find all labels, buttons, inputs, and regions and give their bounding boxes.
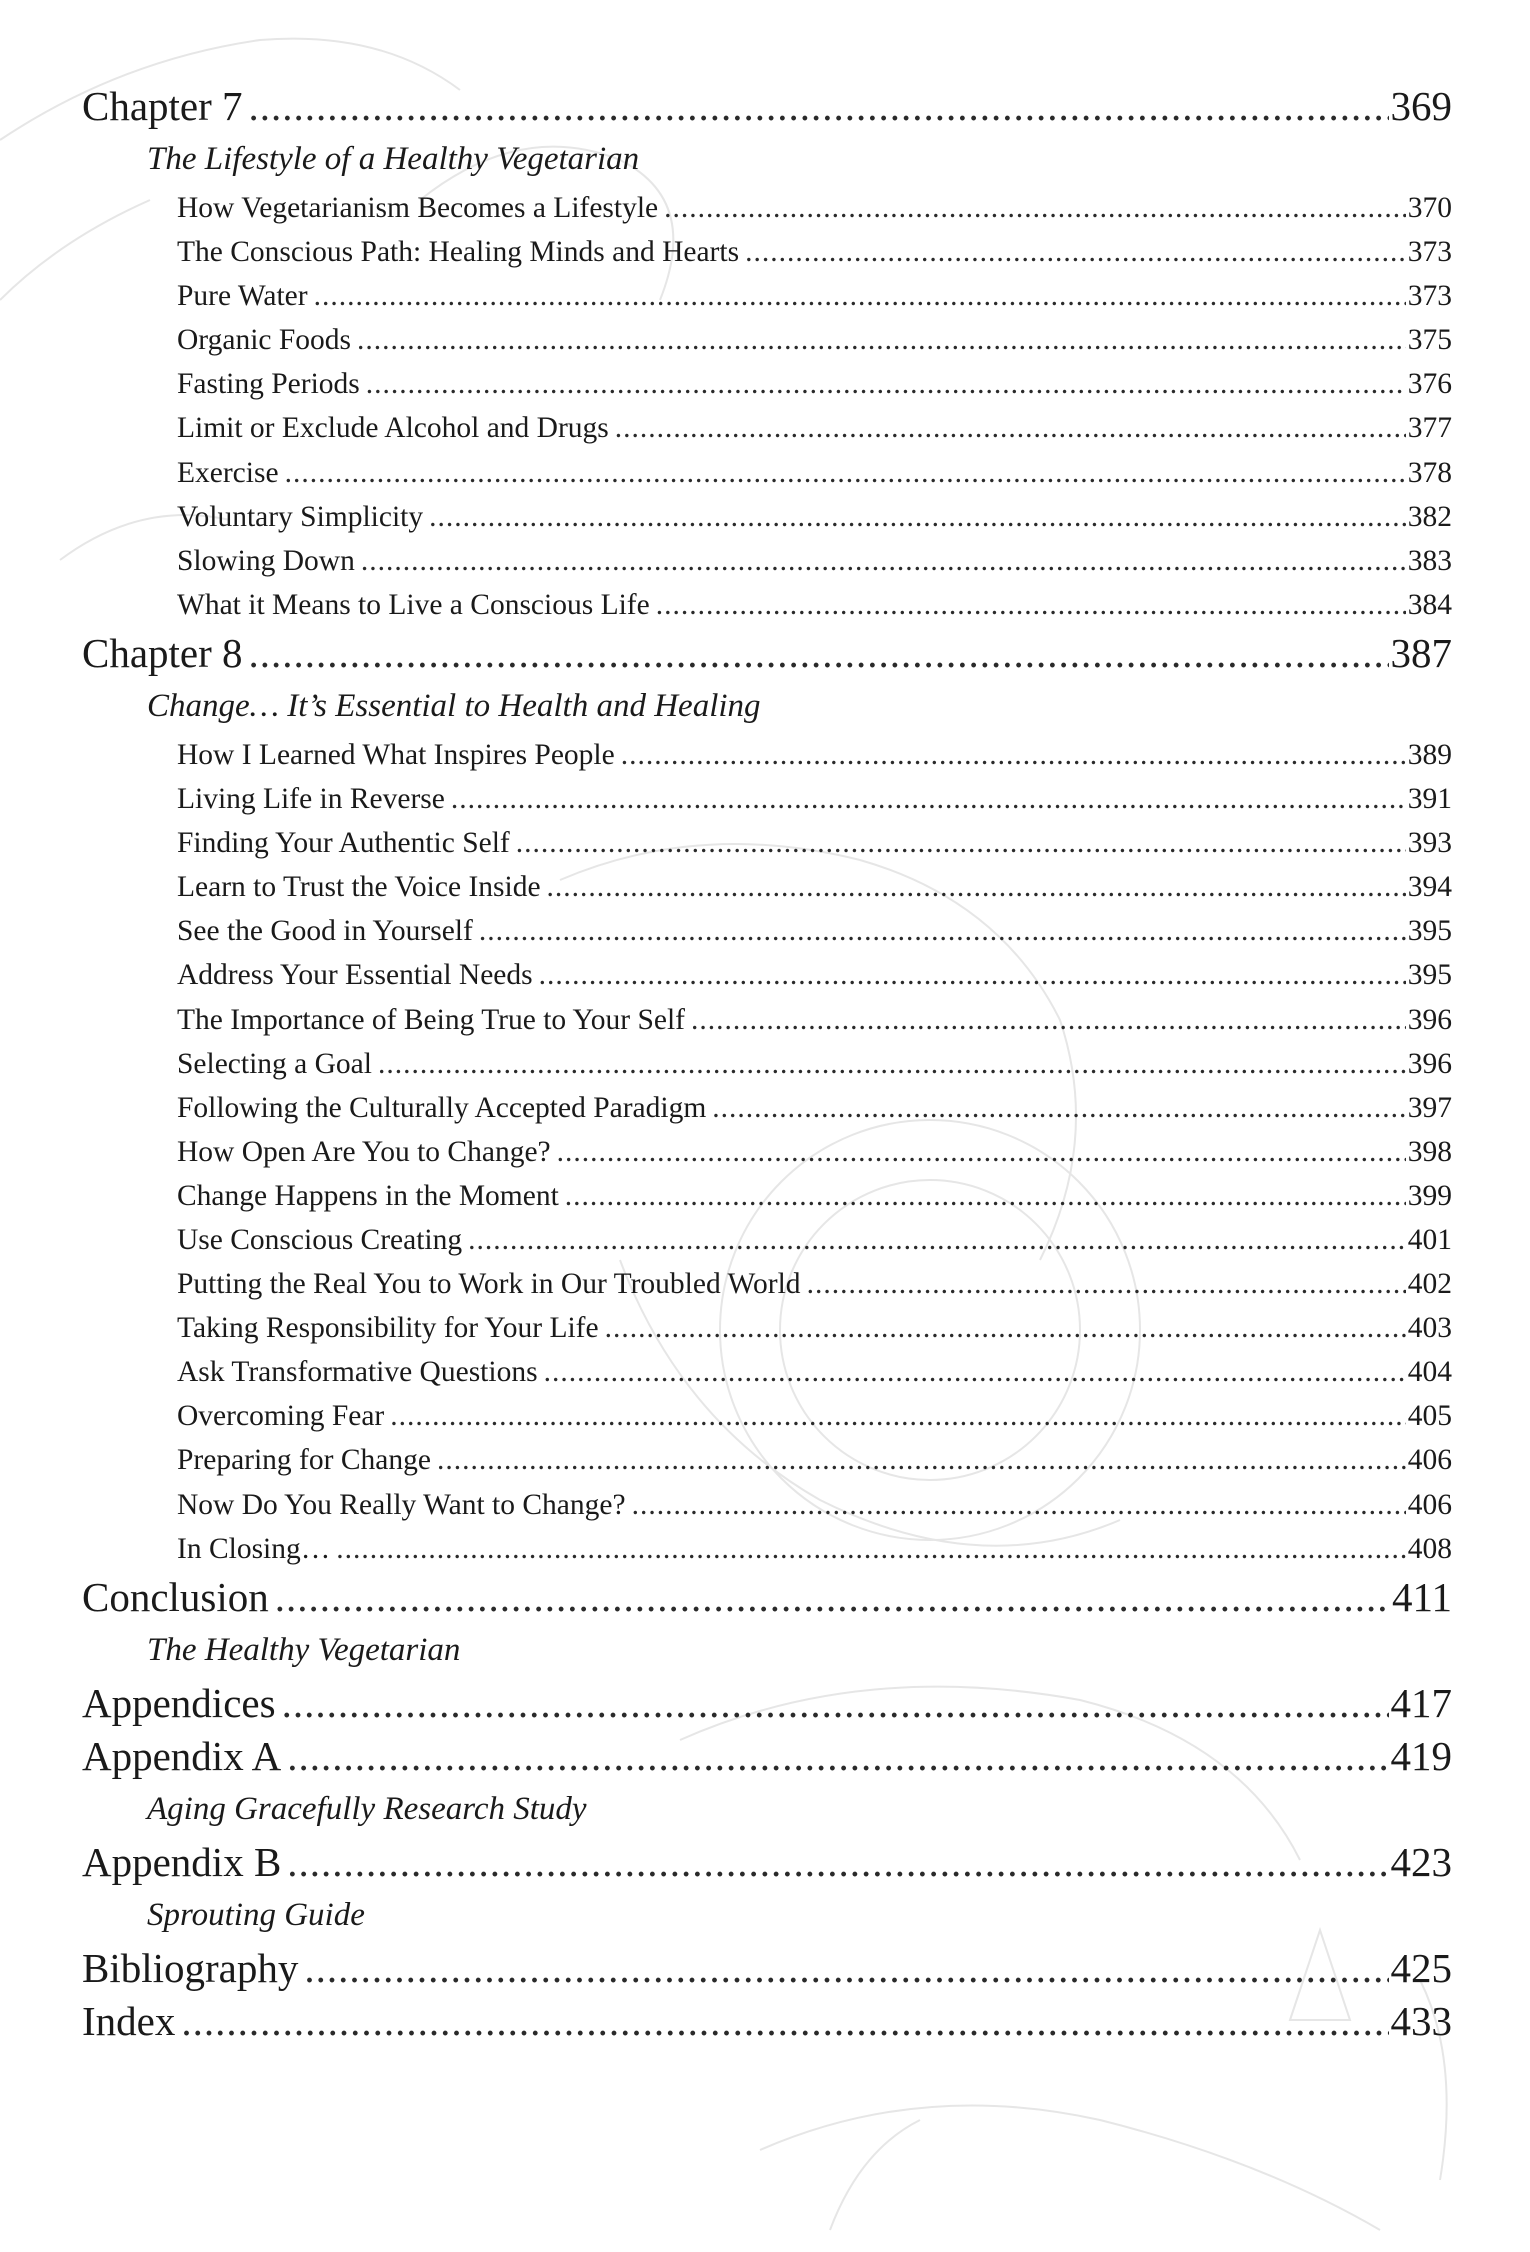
dot-leader <box>357 318 1406 362</box>
toc-page-number: 375 <box>1407 324 1452 357</box>
toc-entry-title: Selecting a Goal <box>177 1047 372 1080</box>
toc-entry <box>82 1527 1452 1571</box>
dot-leader <box>314 274 1406 318</box>
toc-section-subtitle: The Lifestyle of a Healthy Vegetarian <box>147 141 640 177</box>
toc-page-number: 423 <box>1390 1838 1452 1885</box>
dot-leader <box>479 909 1406 953</box>
toc-entry-title: The Conscious Path: Healing Minds and Hearts <box>177 236 740 269</box>
toc-entry-title: Following the Culturally Accepted Paradigm <box>177 1091 707 1124</box>
dot-leader <box>544 1350 1406 1394</box>
toc-entry-title: Fasting Periods <box>177 368 360 401</box>
dot-leader <box>664 186 1406 230</box>
toc-entry <box>82 1394 1452 1438</box>
toc-major-entry <box>82 1571 1452 1624</box>
toc-entry <box>82 539 1452 583</box>
toc-major-entry <box>82 1677 1452 1730</box>
toc-page-number: 395 <box>1407 915 1452 948</box>
toc-entry <box>82 821 1452 865</box>
toc-major-entry <box>82 627 1452 680</box>
toc-page-number: 397 <box>1407 1091 1452 1124</box>
toc-page-number: 377 <box>1407 412 1452 445</box>
toc-entry <box>82 1438 1452 1482</box>
dot-leader <box>565 1174 1406 1218</box>
toc-page-number: 395 <box>1407 959 1452 992</box>
toc-entry-title: Limit or Exclude Alcohol and Drugs <box>177 412 609 445</box>
dot-leader <box>745 230 1406 274</box>
toc-entry <box>82 1483 1452 1527</box>
toc-entry-title: Address Your Essential Needs <box>177 959 533 992</box>
toc-page-number: 425 <box>1390 1944 1452 1991</box>
toc-entry-title: Living Life in Reverse <box>177 783 445 816</box>
dot-leader <box>249 80 1389 133</box>
dot-leader <box>547 865 1406 909</box>
toc-page-number: 402 <box>1407 1268 1452 1301</box>
toc-entry-title: Chapter 7 <box>82 83 243 129</box>
dot-leader <box>282 1677 1389 1730</box>
toc-page-number: 394 <box>1407 871 1452 904</box>
toc-page-number: 384 <box>1407 588 1452 621</box>
dot-leader <box>691 998 1406 1042</box>
toc-page-number: 396 <box>1407 1003 1452 1036</box>
toc-page-number: 387 <box>1390 629 1452 676</box>
toc-entry-title: Slowing Down <box>177 544 355 577</box>
toc-entry-title: Appendices <box>82 1679 276 1726</box>
toc-page-number: 419 <box>1390 1732 1452 1779</box>
toc-entry-title: Chapter 8 <box>82 629 243 676</box>
toc-entry-title: The Importance of Being True to Your Self <box>177 1003 686 1036</box>
toc-entry-title: What it Means to Live a Conscious Life <box>177 588 650 621</box>
toc-entry <box>82 909 1452 953</box>
toc-entry <box>82 362 1452 406</box>
dot-leader <box>656 583 1406 627</box>
toc-entry-title: Bibliography <box>82 1944 299 1991</box>
toc-entry <box>82 495 1452 539</box>
toc-entry <box>82 186 1452 230</box>
toc-entry <box>82 451 1452 495</box>
toc-entry <box>82 1350 1452 1394</box>
dot-leader <box>632 1483 1406 1527</box>
toc-major-entry <box>82 1836 1452 1889</box>
toc-entry <box>82 230 1452 274</box>
toc-entry <box>82 1086 1452 1130</box>
toc-page-number: 373 <box>1407 280 1452 313</box>
toc-entry-title: Organic Foods <box>177 324 351 357</box>
toc-entry-title: Finding Your Authentic Self <box>177 827 510 860</box>
toc-entry-title: Learn to Trust the Voice Inside <box>177 871 541 904</box>
toc-entry <box>82 1042 1452 1086</box>
toc-entry-title: Now Do You Really Want to Change? <box>177 1488 626 1521</box>
toc-page-number: 403 <box>1407 1312 1452 1345</box>
toc-page-number: 411 <box>1392 1573 1452 1620</box>
dot-leader <box>621 733 1406 777</box>
dot-leader <box>287 1836 1388 1889</box>
toc-entry <box>82 1174 1452 1218</box>
toc-entry <box>82 318 1452 362</box>
toc-entry <box>82 953 1452 997</box>
toc-page-number: 405 <box>1407 1400 1452 1433</box>
toc-entry <box>82 274 1452 318</box>
dot-leader <box>249 627 1389 680</box>
toc-section-subtitle: The Healthy Vegetarian <box>147 1631 461 1668</box>
toc-page-number: 404 <box>1407 1356 1452 1389</box>
toc-page-number: 406 <box>1407 1444 1452 1477</box>
toc-entry-title: Index <box>82 1997 176 2044</box>
dot-leader <box>366 362 1406 406</box>
toc-entry-title: Conclusion <box>82 1573 269 1620</box>
toc-entry <box>82 406 1452 450</box>
dot-leader <box>712 1086 1405 1130</box>
toc-entry <box>82 865 1452 909</box>
toc-entry-title: Use Conscious Creating <box>177 1223 463 1256</box>
toc-page-number: 370 <box>1407 192 1452 224</box>
toc-page-number: 391 <box>1407 783 1452 816</box>
dot-leader <box>451 777 1406 821</box>
toc-page-number: 389 <box>1407 738 1452 771</box>
toc-entry <box>82 733 1452 777</box>
toc-page-number: 369 <box>1390 83 1452 129</box>
toc-entry <box>82 1262 1452 1306</box>
toc-section-subtitle: Sprouting Guide <box>147 1896 365 1933</box>
dot-leader <box>336 1527 1406 1571</box>
toc-entry-title: Appendix A <box>82 1732 282 1779</box>
toc-page-number: 393 <box>1407 827 1452 860</box>
toc-entry <box>82 1306 1452 1350</box>
dot-leader <box>437 1438 1406 1482</box>
dot-leader <box>429 495 1406 539</box>
toc-section-subtitle: Change… It’s Essential to Health and Healing <box>147 687 761 724</box>
dot-leader <box>516 821 1406 865</box>
toc-entry-title: Ask Transformative Questions <box>177 1356 538 1389</box>
toc-major-entry <box>82 1995 1452 2048</box>
toc-entry-title: How Open Are You to Change? <box>177 1135 551 1168</box>
dot-leader <box>378 1042 1406 1086</box>
toc-entry-title: How I Learned What Inspires People <box>177 738 615 771</box>
toc-page-number: 373 <box>1407 236 1452 269</box>
toc-entry-title: Preparing for Change <box>177 1444 431 1477</box>
dot-leader <box>605 1306 1406 1350</box>
dot-leader <box>807 1262 1406 1306</box>
toc-page-number: 417 <box>1390 1679 1452 1726</box>
toc-entry-title: Overcoming Fear <box>177 1400 385 1433</box>
toc-page-number: 396 <box>1407 1047 1452 1080</box>
dot-leader <box>615 406 1406 450</box>
toc-major-entry <box>82 1942 1452 1995</box>
toc-entry-title: Exercise <box>177 456 279 489</box>
dot-leader <box>275 1571 1390 1624</box>
toc-section-subtitle: Aging Gracefully Research Study <box>147 1790 587 1827</box>
dot-leader <box>557 1130 1406 1174</box>
toc-entry-title: Appendix B <box>82 1838 282 1885</box>
toc-entry <box>82 1130 1452 1174</box>
toc-entry-title: See the Good in Yourself <box>177 915 473 948</box>
dot-leader <box>304 1942 1388 1995</box>
toc-page-number: 383 <box>1407 544 1452 577</box>
dot-leader <box>361 539 1406 583</box>
toc-page-number: 401 <box>1407 1223 1452 1256</box>
toc-entry-title: How Vegetarianism Becomes a Lifestyle <box>177 192 659 224</box>
toc-page-number: 376 <box>1407 368 1452 401</box>
toc-entry-title: In Closing… <box>177 1532 331 1565</box>
toc-page-number: 398 <box>1407 1135 1452 1168</box>
toc-page-number: 408 <box>1407 1532 1452 1565</box>
dot-leader <box>468 1218 1406 1262</box>
toc-page-number: 406 <box>1407 1488 1452 1521</box>
toc-major-entry <box>82 80 1452 133</box>
dot-leader <box>287 1730 1388 1783</box>
toc-entry <box>82 1218 1452 1262</box>
toc-entry-title: Voluntary Simplicity <box>177 500 424 533</box>
toc-entry-title: Change Happens in the Moment <box>177 1179 559 1212</box>
toc-entry <box>82 777 1452 821</box>
toc-entry-title: Putting the Real You to Work in Our Troubled World <box>177 1268 801 1301</box>
toc-major-entry <box>82 1730 1452 1783</box>
table-of-contents <box>82 80 1452 2048</box>
dot-leader <box>390 1394 1406 1438</box>
toc-entry <box>82 583 1452 627</box>
dot-leader <box>181 1995 1388 2048</box>
dot-leader <box>285 451 1406 495</box>
toc-entry <box>82 998 1452 1042</box>
toc-page-number: 382 <box>1407 500 1452 533</box>
toc-page-number: 433 <box>1390 1997 1452 2044</box>
toc-entry-title: Taking Responsibility for Your Life <box>177 1312 599 1345</box>
dot-leader <box>539 953 1406 997</box>
toc-entry-title: Pure Water <box>177 280 308 313</box>
toc-page-number: 378 <box>1407 456 1452 489</box>
toc-page-number: 399 <box>1407 1179 1452 1212</box>
